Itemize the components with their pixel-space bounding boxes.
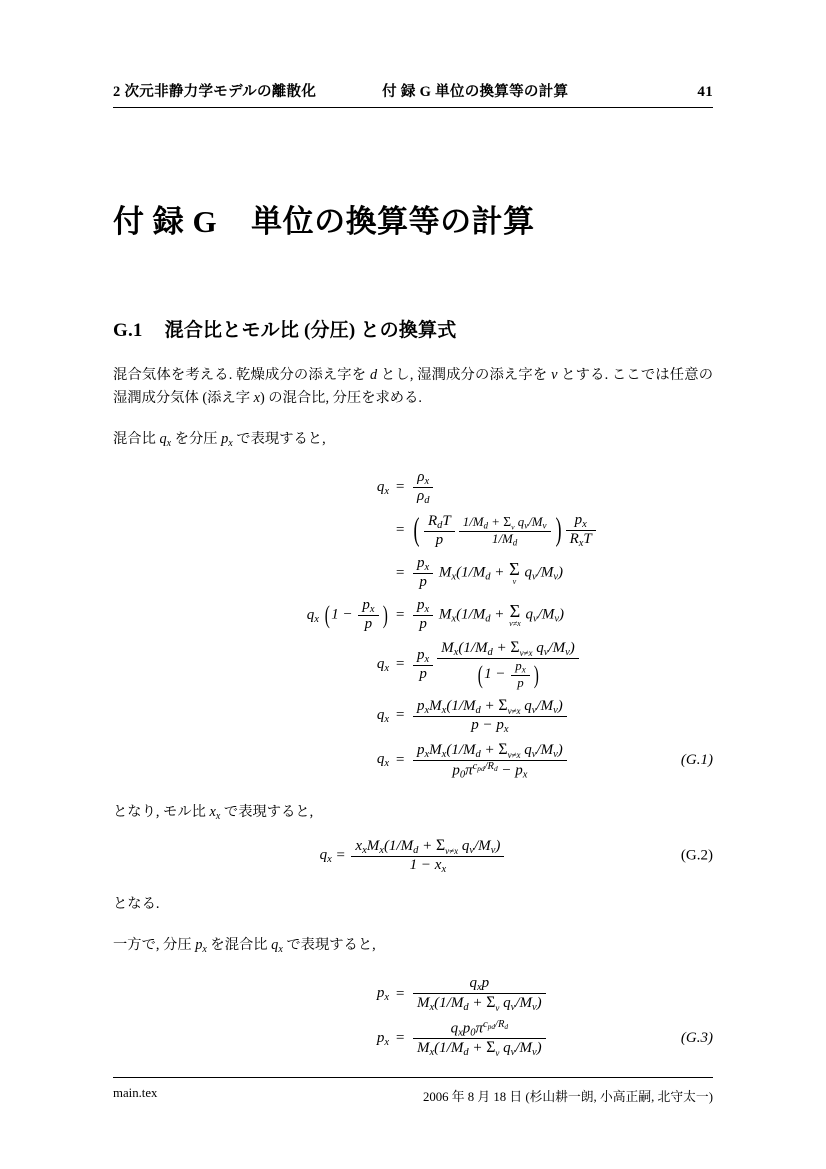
equation-tag: (G.2) [680,847,713,864]
page-footer [113,1086,713,1105]
page-number: 41 [697,84,713,100]
appendix-title-text: 単位の換算等の計算 [251,204,535,239]
paragraph-mixing-ratio: 混合比 $q_x$ を分圧 $p_x$ で表現すると, [113,431,326,450]
equation-row: $p_x$ = $\frac{q_xp_0\pi^{c_{pd}/R_d}}{M_x(1/M_d + \Sigma_v q_v/M_v)}$ (G.3) [113,1016,713,1061]
equation-row: $q_x$ = $\frac{p_xM_x(1/M_d + \Sigma_{v\ne x} q_v/M_v)}{p_0\pi^{c_{pd}/R_d} - p_x}$ (G.1) [113,738,713,783]
aligned-equations-2 [113,972,713,1061]
equation-block-1 [113,466,713,783]
equation-row: $q_x$ = $\frac{p_x}{p}$ $M_x(1/M_d + \Sigma_{v\ne x}$ $q_v/M_v$) ( 1 − $\frac{p_x}{p}$ ) [113,636,713,694]
footer-credits: 2006 年 8 月 18 日 (杉山耕一朗, 小高正嗣, 北守太一) [422,1090,713,1104]
equation-row: = ( $\frac{R_dT}{p}$ $\frac{1/M_d + \Sigma_v q_v/M_v}{1/M_d}$ ) $\frac{p_x}{R_xT}$ [113,509,713,552]
section-heading [113,315,713,342]
equation-2: $q_x$ = $\frac{x_xM_x(1/M_d + \Sigma_{v\ne x} q_v/M_v)}{1 - x_x}$ (G.2) [319,836,713,875]
equation-row: $q_x$ = $\frac{\rho_x}{\rho_d}$ [113,466,713,509]
equation-tag: (G.3) [680,1030,713,1047]
equation-row: $q_x$ ( 1 − $\frac{p_x}{p}$ ) = $\frac{p_x}{p}$ $M_x(1/M_d$ + Σ v≠x $q_v/M_v$) [306,597,565,633]
running-head-left: 2 次元非静力学モデルの離散化 [113,84,317,100]
equation-block-3 [113,972,713,1061]
page-title [113,196,713,241]
equation-row: $q_x$ = $\frac{p_xM_x(1/M_d + \Sigma_{v\ne x} q_v/M_v)}{p - p_x}$ [113,694,713,738]
equation-row: = $\frac{p_x}{p}$ $M_x(1/M_d$ + Σ v $q_v/M_v$) [394,555,564,591]
running-head [113,80,713,101]
paragraph-partial-pressure: 一方で, 分圧 $p_x$ を混合比 $q_x$ で表現すると, [113,937,376,955]
footer-filename: main.tex [113,1086,158,1100]
footer-rule [113,1077,713,1078]
page-content [113,80,713,1061]
paragraph-becomes: となる. [113,895,160,912]
running-head-middle: 付 録 G 単位の換算等の計算 [382,84,569,100]
paragraph-mole-ratio: となり, モル比 $x_x$ で表現すると, [113,803,314,822]
appendix-label: 付 録 G [113,204,218,239]
aligned-equations [113,466,713,783]
equation-row: $p_x$ = $\frac{q_xp}{M_x(1/M_d + \Sigma_v q_v/M_v)}$ [113,972,713,1016]
section-number: G.1 [113,320,143,341]
section-title: 混合比とモル比 (分圧) との換算式 [164,320,457,341]
paragraph-intro: 混合気体を考える. 乾燥成分の添え字を d とし, 湿潤成分の添え字を v とする. ここでは任意の湿潤成分気体 (添え字 x) の混合比, 分圧を求める. [113,367,713,407]
equation-tag: (G.1) [680,751,713,768]
header-rule [113,107,713,108]
